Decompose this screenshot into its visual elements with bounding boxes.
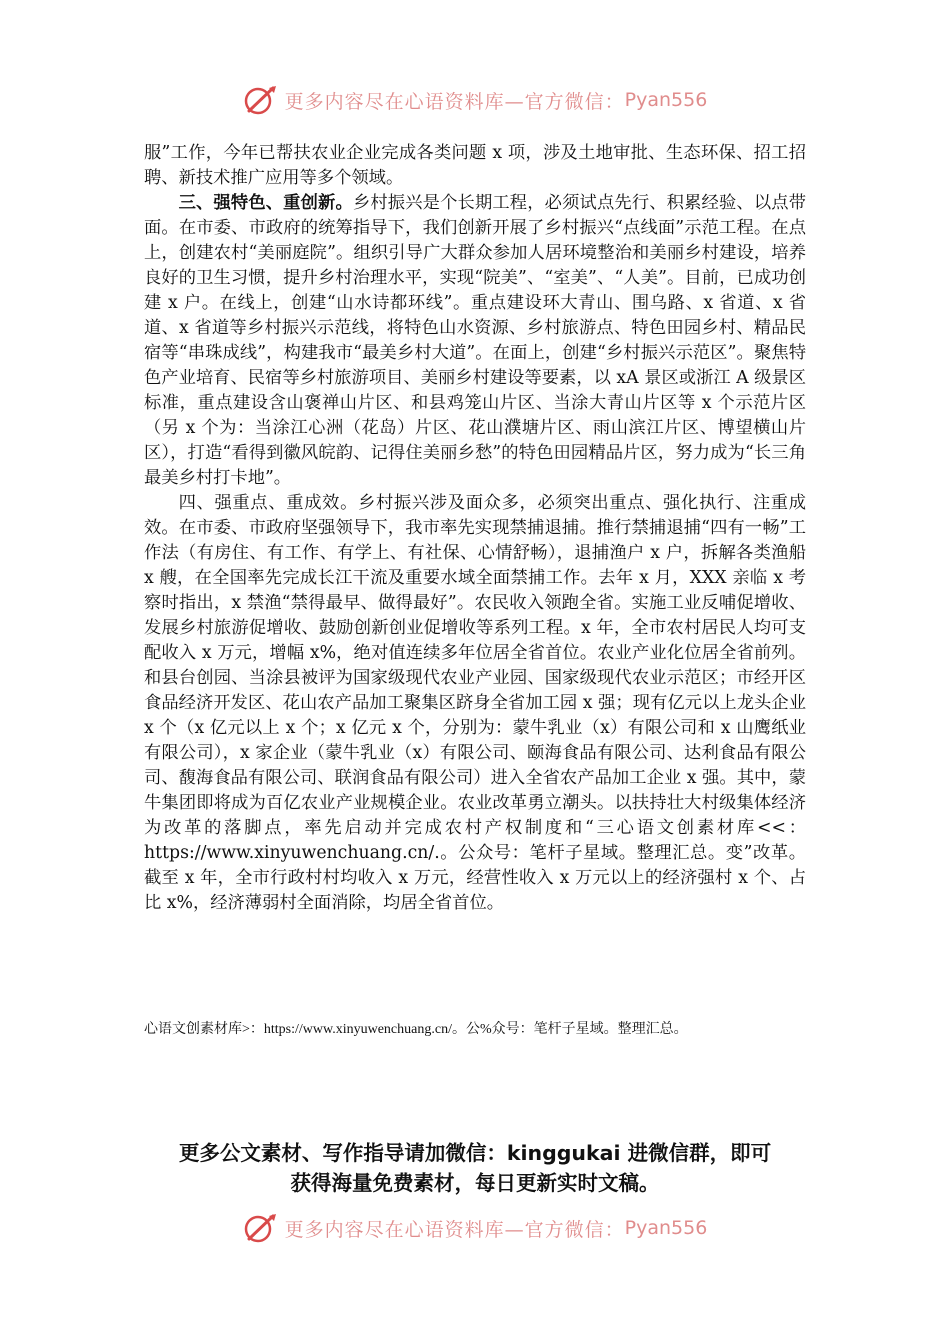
- paragraph-2: [144, 191, 806, 491]
- watermark-id: Pyan556: [624, 1217, 708, 1239]
- watermark-text: 更多内容尽在心语资料库—官方微信：: [284, 1218, 625, 1241]
- document-body: [144, 141, 806, 916]
- paragraph-2-body: 乡村振兴是个长期工程，必须试点先行、积累经验、以点带面。在市委、市政府的统筹指导下，我们创新开展了乡村振兴“点线面”示范工程。在点上，创建农村“美丽庭院”。组织引导广大群众参加人居环境整治和美丽乡村建设，培养良好的卫生习惯，提升乡村治理水平，实现“院美”、“室美”、“人美”。目前，已成功创建 x 户。在线上，创建“山水诗都环线”。重点建设环大青山、围乌路、x 省道、x 省道、x 省道等乡村振兴示范线，将特色山水资源、乡村旅游点、特色田园乡村、精品民宿等“串珠成线”，构建我市“最美乡村大道”。在面上，创建“乡村振兴示范区”。聚焦特色产业培育、民宿等乡村旅游项目、美丽乡村建设等要素，以 xA 景区或浙江 A 级景区标准，重点建设含山褒禅山片区、和县鸡笼山片区、当涂大青山片区等 x 个示范片区（另 x 个为：当涂江心洲（花岛）片区、花山濮塘片区、雨山滨江片区、博望横山片区），打造“看得到徽风皖韵、记得住美丽乡愁”的特色田园精品片区，努力成为“长三角最美乡村打卡地”。: [144, 193, 806, 488]
- pen-logo-icon: [243, 1212, 279, 1244]
- promo-block: [100, 1138, 850, 1198]
- footnote: 心语文创素材库>：https://www.xinyuwenchuang.cn/。公%众号：笔杆子星域。整理汇总。: [144, 1022, 688, 1037]
- promo-line-1: 更多公文素材、写作指导请加微信：kinggukai 进微信群，即可: [178, 1141, 772, 1165]
- paragraph-3: 四、强重点、重成效。乡村振兴涉及面众多，必须突出重点、强化执行、注重成效。在市委、市政府坚强领导下，我市率先实现禁捕退捕。推行禁捕退捕“四有一畅”工作法（有房住、有工作、有学上、有社保、心情舒畅），退捕渔户 x 户，拆解各类渔船 x 艘，在全国率先完成长江干流及重要水域全面禁捕工作。去年 x 月，XXX 亲临 x 考察时指出，x 禁渔“禁得最早、做得最好”。农民收入领跑全省。实施工业反哺促增收、发展乡村旅游促增收、鼓励创新创业促增收等系列工程。x 年，全市农村居民人均可支配收入 x 万元，增幅 x%，绝对值连续多年位居全省首位。农业产业化位居全省前列。和县台创园、当涂县被评为国家级现代农业产业园、国家级现代农业示范区；市经开区食品经济开发区、花山农产品加工聚集区跻身全省加工园 x 强；现有亿元以上龙头企业 x 个（x 亿元以上 x 个；x 亿元 x 个，分别为：蒙牛乳业（x）有限公司和 x 山鹰纸业有限公司），x 家企业（蒙牛乳业（x）有限公司、颐海食品有限公司、达利食品有限公司、馥海食品有限公司、联润食品有限公司）进入全省农产品加工企业 x 强。其中，蒙牛集团即将成为百亿农业产业规模企业。农业改革勇立潮头。以扶持壮大村级集体经济为改革的落脚点，率先启动并完成农村产权制度和“三心语文创素材库<<：https://www.xinyuwenchuang.cn/.。公众号：笔杆子星域。整理汇总。变”改革。截至 x 年，全市行政村村均收入 x 万元，经营性收入 x 万元以上的经济强村 x 个、占比 x%，经济薄弱村全面消除，均居全省首位。: [144, 493, 806, 913]
- watermark-top: [0, 84, 950, 116]
- promo-line-2: 获得海量免费素材，每日更新实时文稿。: [290, 1171, 660, 1195]
- paragraph-2-heading: 三、强特色、重创新。: [178, 193, 353, 213]
- pen-logo-icon: [243, 84, 279, 116]
- watermark-text: 更多内容尽在心语资料库—官方微信：: [284, 90, 625, 113]
- paragraph-1: 服”工作，今年已帮扶农业企业完成各类问题 x 项，涉及土地审批、生态环保、招工招聘、新技术推广应用等多个领域。: [144, 143, 806, 188]
- watermark-bottom: [0, 1212, 950, 1244]
- watermark-id: Pyan556: [624, 89, 708, 111]
